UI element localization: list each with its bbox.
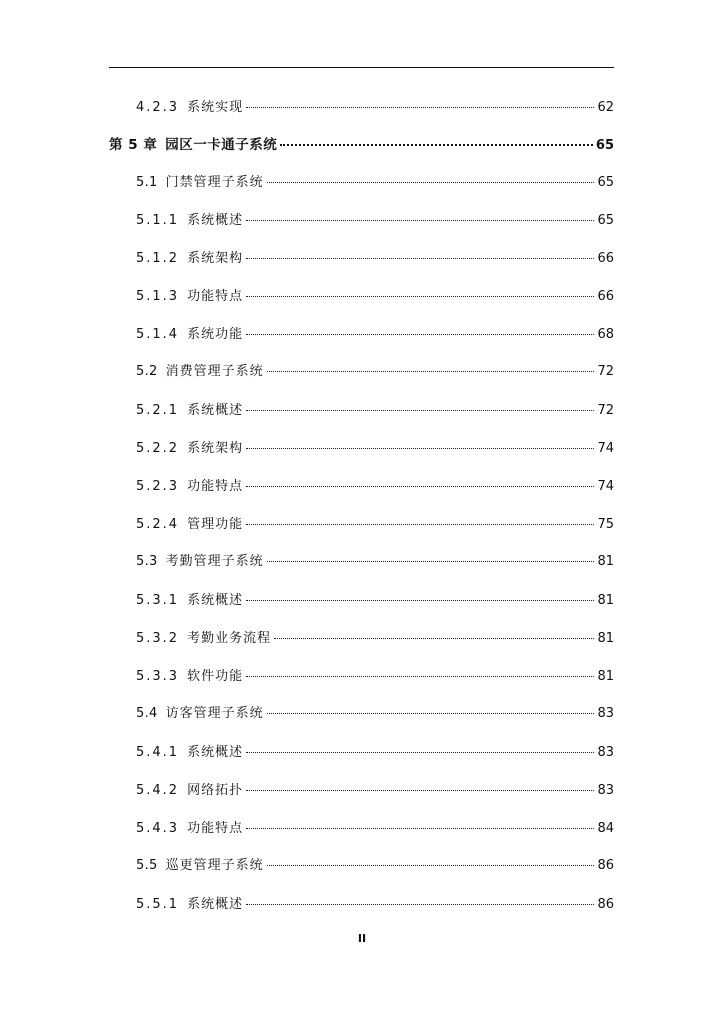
toc-leader-dots xyxy=(246,296,594,297)
toc-entry[interactable] xyxy=(136,400,614,422)
toc-leader-dots xyxy=(246,107,594,108)
toc-entry-page: 65 xyxy=(597,213,614,228)
toc-leader-dots xyxy=(246,220,594,221)
toc-entry[interactable] xyxy=(136,742,614,764)
toc-entry-title: 网络拓扑 xyxy=(187,783,244,798)
toc-entry-page: 74 xyxy=(597,441,614,456)
toc-entry-number: 5.3.1 xyxy=(136,593,180,608)
toc-entry-page: 62 xyxy=(597,100,614,115)
toc-entry[interactable] xyxy=(136,361,614,383)
toc-entry-title: 园区一卡通子系统 xyxy=(165,137,278,153)
toc-leader-dots xyxy=(246,676,594,677)
toc-entry-title: 系统概述 xyxy=(187,897,244,912)
toc-entry-number: 5.1.2 xyxy=(136,251,180,266)
toc-entry-page: 65 xyxy=(597,175,614,190)
toc-entry-title: 系统概述 xyxy=(187,593,244,608)
toc-entry-number: 5.2.2 xyxy=(136,441,180,456)
toc-entry[interactable] xyxy=(136,210,614,232)
toc-entry[interactable] xyxy=(136,514,614,536)
toc-entry-title: 系统概述 xyxy=(187,213,244,228)
toc-entry-number: 5.1 xyxy=(136,175,158,190)
toc-entry[interactable] xyxy=(136,855,614,877)
toc-entry[interactable] xyxy=(136,780,614,802)
toc-entry-title: 功能特点 xyxy=(187,821,244,836)
toc-entry[interactable] xyxy=(136,818,614,840)
toc-entry-page: 74 xyxy=(597,479,614,494)
toc-entry[interactable] xyxy=(136,248,614,270)
toc-entry-title: 软件功能 xyxy=(187,669,244,684)
toc-entry[interactable] xyxy=(136,628,614,650)
toc-entry-number: 5.1.4 xyxy=(136,327,180,342)
toc-entry[interactable] xyxy=(136,324,614,346)
toc-entry[interactable] xyxy=(136,476,614,498)
toc-entry-page: 83 xyxy=(597,783,614,798)
toc-entry-number: 5.4.2 xyxy=(136,783,180,798)
toc-entry-page: 68 xyxy=(597,327,614,342)
toc-leader-dots xyxy=(246,486,594,487)
toc-leader-dots xyxy=(246,904,594,905)
toc-leader-dots xyxy=(267,182,595,183)
toc-entry-title: 系统概述 xyxy=(187,745,244,760)
toc-leader-dots xyxy=(246,258,594,259)
toc-entry-title: 访客管理子系统 xyxy=(165,706,264,721)
toc-entry-title: 考勤管理子系统 xyxy=(165,554,264,569)
toc-leader-dots xyxy=(280,144,593,146)
toc-entry-title: 系统架构 xyxy=(187,441,244,456)
toc-entry-title: 巡更管理子系统 xyxy=(165,858,264,873)
toc-entry-number: 5.2.3 xyxy=(136,479,180,494)
toc-entry-page: 83 xyxy=(597,706,614,721)
toc-entry[interactable] xyxy=(136,703,614,725)
toc-entry-page: 66 xyxy=(597,289,614,304)
toc-entry-page: 72 xyxy=(597,364,614,379)
toc-entry-number: 5.3 xyxy=(136,554,158,569)
toc-entry-page: 81 xyxy=(597,593,614,608)
toc-entry-number: 5.2 xyxy=(136,364,158,379)
header-rule xyxy=(109,67,614,68)
toc-entry-number: 5.4.1 xyxy=(136,745,180,760)
toc-entry-title: 系统概述 xyxy=(187,403,244,418)
toc-entry-number: 第 5 章 xyxy=(109,137,158,153)
toc-leader-dots xyxy=(246,524,594,525)
toc-entry-page: 86 xyxy=(597,858,614,873)
toc-entry-page: 81 xyxy=(597,631,614,646)
toc-entry[interactable] xyxy=(136,666,614,688)
toc-entry-title: 系统实现 xyxy=(187,100,244,115)
toc-entry[interactable] xyxy=(136,551,614,573)
toc-entry-number: 5.5 xyxy=(136,858,158,873)
toc-entry-number: 5.4.3 xyxy=(136,821,180,836)
toc-entry-number: 5.1.3 xyxy=(136,289,180,304)
toc-entry-page: 75 xyxy=(597,517,614,532)
toc-entry[interactable] xyxy=(136,894,614,916)
toc-entry-number: 5.3.3 xyxy=(136,669,180,684)
toc-leader-dots xyxy=(246,790,594,791)
toc-leader-dots xyxy=(267,561,595,562)
toc-entry-page: 86 xyxy=(597,897,614,912)
toc-entry-title: 考勤业务流程 xyxy=(187,631,272,646)
toc-entry-number: 5.5.1 xyxy=(136,897,180,912)
toc-leader-dots xyxy=(246,752,594,753)
toc-entry-title: 系统架构 xyxy=(187,251,244,266)
toc-entry-page: 84 xyxy=(597,821,614,836)
toc-entry-page: 81 xyxy=(597,554,614,569)
toc-entry-title: 消费管理子系统 xyxy=(165,364,264,379)
toc-leader-dots xyxy=(274,638,594,639)
toc-entry[interactable] xyxy=(136,172,614,194)
toc-entry-page: 65 xyxy=(595,138,614,153)
toc-entry[interactable] xyxy=(136,438,614,460)
toc-entry-title: 功能特点 xyxy=(187,479,244,494)
toc-entry-title: 功能特点 xyxy=(187,289,244,304)
toc-leader-dots xyxy=(246,410,594,411)
footer-page-number: II xyxy=(357,932,367,945)
toc-entry[interactable] xyxy=(136,590,614,612)
toc-leader-dots xyxy=(246,828,594,829)
toc-entry-number: 5.3.2 xyxy=(136,631,180,646)
toc-entry[interactable] xyxy=(136,286,614,308)
toc-entry-number: 5.4 xyxy=(136,706,158,721)
toc-entry-page: 81 xyxy=(597,669,614,684)
toc-entry-page: 66 xyxy=(597,251,614,266)
toc-leader-dots xyxy=(246,600,594,601)
toc-entry-page: 72 xyxy=(597,403,614,418)
toc-entry-title: 管理功能 xyxy=(187,517,244,532)
toc-entry-title: 系统功能 xyxy=(187,327,244,342)
toc-entry-number: 4.2.3 xyxy=(136,100,180,115)
toc-entry-title: 门禁管理子系统 xyxy=(165,175,264,190)
toc-leader-dots xyxy=(267,713,595,714)
toc-entry-number: 5.2.4 xyxy=(136,517,180,532)
toc-leader-dots xyxy=(267,371,595,372)
toc-entry-number: 5.1.1 xyxy=(136,213,180,228)
toc-entry-number: 5.2.1 xyxy=(136,403,180,418)
toc-entry[interactable] xyxy=(136,97,614,119)
toc-leader-dots xyxy=(246,334,594,335)
toc-leader-dots xyxy=(267,865,595,866)
toc-entry-chapter[interactable] xyxy=(109,134,614,156)
toc-leader-dots xyxy=(246,448,594,449)
toc-entry-page: 83 xyxy=(597,745,614,760)
